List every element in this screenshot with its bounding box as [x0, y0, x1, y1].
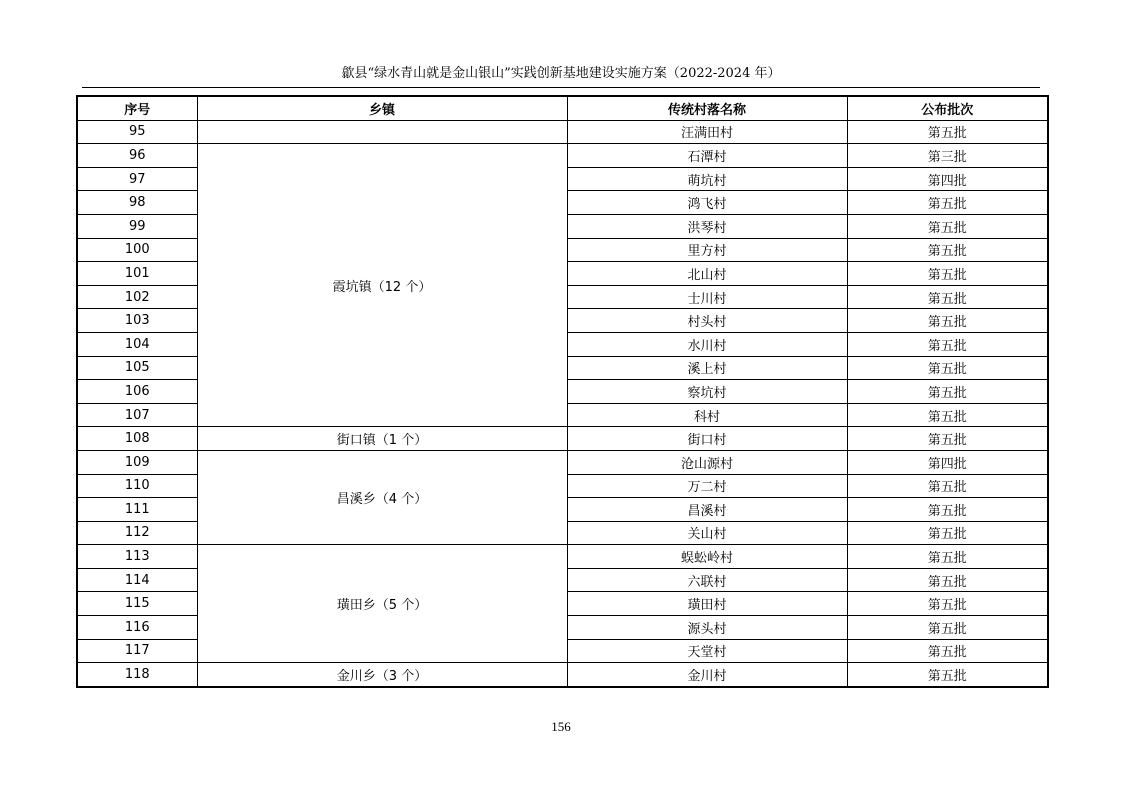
batch-cell: 第五批: [847, 498, 1048, 522]
table-row: [77, 144, 1048, 168]
row-number-cell: 103: [77, 309, 197, 333]
batch-cell: 第五批: [847, 262, 1048, 286]
town-cell: 金川乡（3 个）: [197, 663, 567, 687]
village-name-cell: 天堂村: [567, 639, 847, 663]
batch-cell: 第五批: [847, 568, 1048, 592]
batch-cell: 第五批: [847, 285, 1048, 309]
header-cell-batch: 公布批次: [847, 96, 1048, 120]
batch-cell: 第五批: [847, 380, 1048, 404]
batch-cell: 第五批: [847, 191, 1048, 215]
header-rule: [82, 87, 1040, 88]
batch-cell: 第五批: [847, 427, 1048, 451]
village-name-cell: 汪满田村: [567, 120, 847, 144]
village-name-cell: 沧山源村: [567, 450, 847, 474]
table-header-row: [77, 96, 1048, 120]
town-cell: 霞坑镇（12 个）: [197, 144, 567, 427]
village-name-cell: 察坑村: [567, 380, 847, 404]
batch-cell: 第三批: [847, 144, 1048, 168]
row-number-cell: 96: [77, 144, 197, 168]
batch-cell: 第五批: [847, 521, 1048, 545]
village-name-cell: 金川村: [567, 663, 847, 687]
header-cell-village: 传统村落名称: [567, 96, 847, 120]
row-number-cell: 102: [77, 285, 197, 309]
header-cell-number: 序号: [77, 96, 197, 120]
batch-cell: 第五批: [847, 309, 1048, 333]
town-cell: 璜田乡（5 个）: [197, 545, 567, 663]
row-number-cell: 99: [77, 214, 197, 238]
batch-cell: 第五批: [847, 120, 1048, 144]
row-number-cell: 107: [77, 403, 197, 427]
table-row: [77, 450, 1048, 474]
row-number-cell: 100: [77, 238, 197, 262]
batch-cell: 第五批: [847, 356, 1048, 380]
row-number-cell: 113: [77, 545, 197, 569]
row-number-cell: 95: [77, 120, 197, 144]
batch-cell: 第五批: [847, 592, 1048, 616]
batch-cell: 第五批: [847, 474, 1048, 498]
row-number-cell: 108: [77, 427, 197, 451]
row-number-cell: 105: [77, 356, 197, 380]
village-name-cell: 水川村: [567, 332, 847, 356]
village-name-cell: 鸿飞村: [567, 191, 847, 215]
header-cell-town: 乡镇: [197, 96, 567, 120]
village-name-cell: 萌坑村: [567, 167, 847, 191]
batch-cell: 第五批: [847, 639, 1048, 663]
town-cell: 街口镇（1 个）: [197, 427, 567, 451]
village-name-cell: 昌溪村: [567, 498, 847, 522]
village-name-cell: 里方村: [567, 238, 847, 262]
row-number-cell: 112: [77, 521, 197, 545]
batch-cell: 第五批: [847, 238, 1048, 262]
table-row: [77, 663, 1048, 687]
row-number-cell: 104: [77, 332, 197, 356]
table-body: [77, 120, 1048, 687]
village-name-cell: 关山村: [567, 521, 847, 545]
row-number-cell: 98: [77, 191, 197, 215]
table-row: [77, 427, 1048, 451]
village-name-cell: 士川村: [567, 285, 847, 309]
batch-cell: 第五批: [847, 616, 1048, 640]
village-name-cell: 北山村: [567, 262, 847, 286]
village-name-cell: 万二村: [567, 474, 847, 498]
row-number-cell: 97: [77, 167, 197, 191]
village-name-cell: 六联村: [567, 568, 847, 592]
batch-cell: 第五批: [847, 545, 1048, 569]
batch-cell: 第四批: [847, 450, 1048, 474]
page-header: 歙县“绿水青山就是金山银山”实践创新基地建设实施方案（2022-2024 年）: [341, 66, 781, 81]
batch-cell: 第四批: [847, 167, 1048, 191]
batch-cell: 第五批: [847, 403, 1048, 427]
row-number-cell: 118: [77, 663, 197, 687]
village-name-cell: 石潭村: [567, 144, 847, 168]
town-cell: [197, 120, 567, 144]
row-number-cell: 115: [77, 592, 197, 616]
village-name-cell: 科村: [567, 403, 847, 427]
row-number-cell: 117: [77, 639, 197, 663]
page-number: 156: [551, 719, 571, 734]
town-cell: 昌溪乡（4 个）: [197, 450, 567, 544]
village-name-cell: 洪琴村: [567, 214, 847, 238]
row-number-cell: 110: [77, 474, 197, 498]
batch-cell: 第五批: [847, 332, 1048, 356]
village-name-cell: 璜田村: [567, 592, 847, 616]
row-number-cell: 101: [77, 262, 197, 286]
batch-cell: 第五批: [847, 214, 1048, 238]
row-number-cell: 114: [77, 568, 197, 592]
row-number-cell: 109: [77, 450, 197, 474]
village-name-cell: 村头村: [567, 309, 847, 333]
village-name-cell: 源头村: [567, 616, 847, 640]
row-number-cell: 106: [77, 380, 197, 404]
village-name-cell: 溪上村: [567, 356, 847, 380]
row-number-cell: 116: [77, 616, 197, 640]
village-table: [76, 95, 1049, 688]
table-row: [77, 120, 1048, 144]
row-number-cell: 111: [77, 498, 197, 522]
batch-cell: 第五批: [847, 663, 1048, 687]
village-name-cell: 蜈蚣岭村: [567, 545, 847, 569]
table-row: [77, 545, 1048, 569]
village-name-cell: 街口村: [567, 427, 847, 451]
